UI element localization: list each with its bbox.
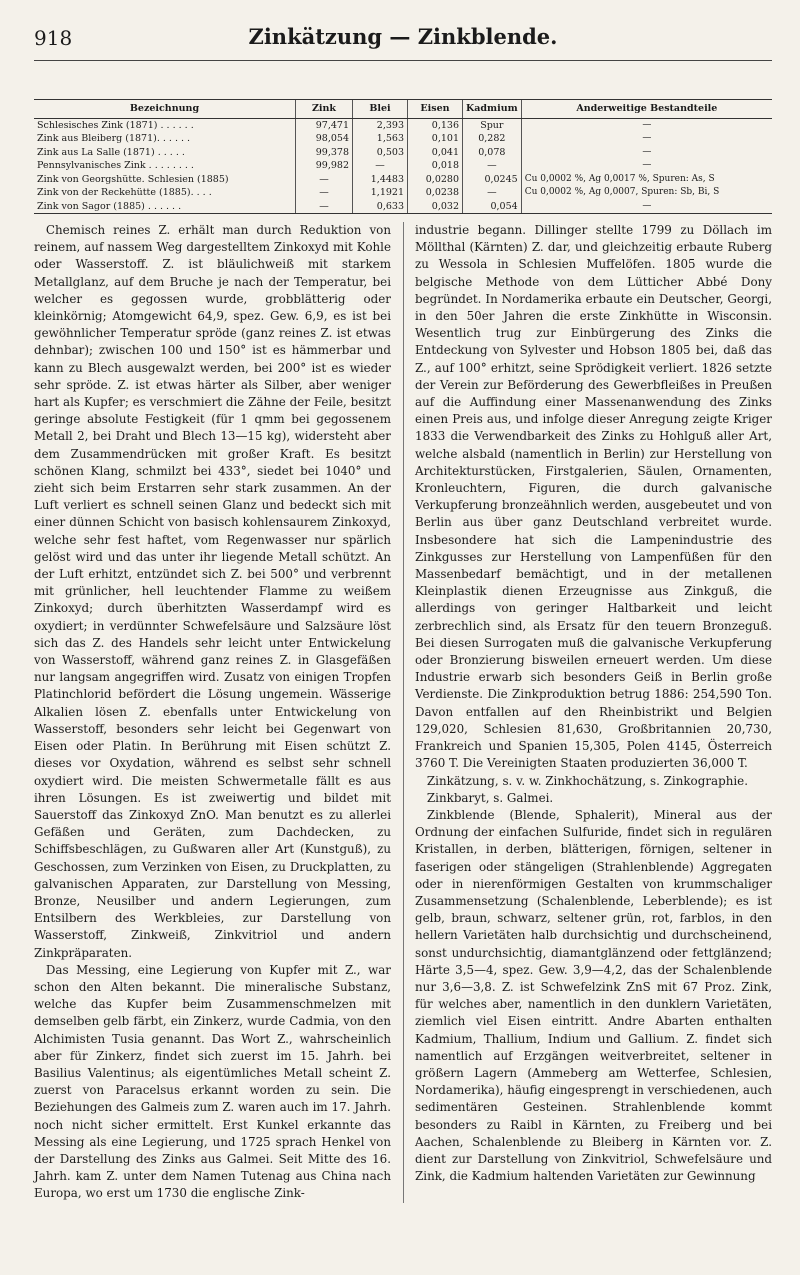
table-cell: 0,503: [353, 146, 408, 160]
table-cell: 1,4483: [353, 173, 408, 187]
column-header: Eisen: [408, 100, 463, 119]
table-cell: —: [521, 132, 772, 146]
table-cell: 0,018: [408, 159, 463, 173]
table-cell: 97,471: [296, 118, 353, 132]
table-cell: 0,633: [353, 200, 408, 214]
table-cell: 98,054: [296, 132, 353, 146]
paragraph: Das Messing, eine Legierung von Kupfer mit Z., war schon den Alten bekannt. Die mineralische Substanz, welche das Kupfer beim Zusammenschmelzen mit demselben gelb färbt, ein Zinkerz, wurde Cadmia, von den Alchimisten Tusia genannt. Das Wort Z., wahrscheinlich aber für Zinkerz, findet sich zuerst im 15. Jahrh. bei Basilius Valentinus; als eigentümliches Metall scheint Z. zuerst von Paracelsus erkannt worden zu sein. Die Beziehungen des Galmeis zum Z. waren auch im 17. Jahrh. noch nicht sicher ermittelt. Erst Kunkel erkannte das Messing als eine Legierung, und 1725 sprach Henkel von der Darstellung des Zinks aus Galmei. Seit Mitte des 16. Jahrh. kam Z. unter dem Namen Tutenag aus China nach Europa, wo erst um 1730 die englische Zink-: [34, 962, 391, 1201]
table-cell: Zink von der Reckehütte (1885). . . .: [37, 187, 212, 198]
table-cell: —: [521, 200, 772, 214]
table-cell: 99,378: [296, 146, 353, 160]
table-cell: 1,563: [353, 132, 408, 146]
table-row: [34, 132, 772, 146]
right-column: [415, 222, 772, 1203]
table-cell: 0,078: [463, 146, 522, 160]
column-divider: [403, 222, 404, 1203]
table-cell: Cu 0,0002 %, Ag 0,0007, Spuren: Sb, Bi, S: [521, 186, 772, 200]
table-cell: 0,101: [408, 132, 463, 146]
table-cell: —: [353, 159, 408, 173]
entry-zinkaetzung: Zinkätzung, s. v. w. Zinkhochätzung, s. Zinkographie.: [426, 773, 748, 788]
table-cell: —: [296, 173, 353, 187]
column-header: Zink: [296, 100, 353, 119]
text-columns: [34, 222, 772, 1203]
table-cell: —: [521, 118, 772, 132]
table-cell: Schlesisches Zink (1871) . . . . . .: [37, 119, 194, 131]
table-cell: 1,1921: [353, 186, 408, 200]
paragraph: industrie begann. Dillinger stellte 1799 zu Döllach im Möllthal (Kärnten) Z. dar, und gleichzeitig erbaute Ruberg zu Wessola in Schlesien Muffelöfen. 1805 wurde die belgische Methode von dem Lütticher Abbé Dony begründet. In Nordamerika erbaute ein Deutscher, Georgi, in den 50er Jahren die erste Zinkhütte in Wisconsin. Wesentlich trug zur Einbürgerung des Zinks die Entdeckung von Sylvester und Hobson 1805 bei, daß das Z., auf 100° erhitzt, seine Sprödigkeit verliert. 1826 setzte der Verein zur Beförderung des Gewerbfleißes in Preußen auf die Auffindung einer Massenanwendung des Zinks einen Preis aus, und infolge dieser Anregung zeigte Kriger 1833 die Verwendbarkeit des Zinks zu Hohlguß aller Art, welche alsbald (namentlich in Berlin) zur Herstellung von Architekturstücken, Firstgalerien, Säulen, Ornamenten, Kronleuchtern, Figuren, die durch galvanische Verkupferung bronzeähnlich werden, ausgebeutet und von Berlin aus über ganz Deutschland verbreitet wurde. Insbesondere hat sich die Lampenindustrie des Zinkgusses zur Herstellung von Lampenfüßen für den Massenbedarf bemächtigt, und in der metallenen Kleinplastik dienen Erzeugnisse aus Zinkguß, die allerdings von geringer Haltbarkeit und leicht zerbrechlich sind, als Ersatz für den teuern Bronzeguß. Bei diesen Surrogaten muß die galvanische Verkupferung oder Bronzierung bisweilen erneuert werden. Um diese Industrie erwarb sich besonders Geiß in Berlin große Verdienste. Die Zinkproduktion betrug 1886: 254,590 Ton. Davon entfallen auf den Rheinbistrikt und Belgien 129,020, Schlesien 81,630, Großbritannien 20,730, Frankreich und Spanien 15,305, Polen 4145, Österreich 3760 T. Die Vereinigten Staaten produzierten 36,000 T.: [415, 223, 772, 771]
table-cell: Pennsylvanisches Zink . . . . . . . .: [37, 160, 194, 171]
table-cell: —: [296, 200, 353, 214]
page-number: 918: [34, 26, 73, 50]
column-header: Blei: [353, 100, 408, 119]
table-cell: 2,393: [353, 118, 408, 132]
paragraph: Chemisch reines Z. erhält man durch Reduktion von reinem, auf nassem Weg dargestelltem Zinkoxyd mit Kohle oder Wasserstoff. Z. ist bläulichweiß mit starkem Metallglanz, auf dem Bruche je nach der Temperatur, bei welcher es gegossen wurde, grobblätterig oder kleinkörnig; Atomgewicht 64,9, spez. Gew. 6,9, es ist bei gewöhnlicher Temperatur spröde (ganz reines Z. ist etwas dehnbar); zwischen 100 und 150° ist es hämmerbar und kann zu Blech ausgewalzt werden, bei 200° ist es wieder sehr spröde. Z. ist etwas härter als Silber, aber weniger hart als Kupfer; es verschmiert die Zähne der Feile, besitzt geringe absolute Festigkeit (für 1 qmm bei gegossenem Metall 2, bei Draht und Blech 13—15 kg), widersteht aber dem Zusammendrücken mit großer Kraft. Es besitzt schönen Klang, schmilzt bei 433°, siedet bei 1040° und zieht sich beim Erstarren sehr stark zusammen. An der Luft verliert es schnell seinen Glanz und bedeckt sich mit einer dünnen Schicht von basisch kohlensaurem Zinkoxyd, welche sehr fest haftet, vom Regenwasser nur spärlich gelöst wird und das unter ihr liegende Metall schützt. An der Luft erhitzt, entzündet sich Z. bei 500° und verbrennt mit grünlicher, hell leuchtender Flamme zu weißem Zinkoxyd; durch überhitzten Wasserdampf wird es oxydiert; in verdünnter Schwefelsäure und Salzsäure löst sich das Z. des Handels sehr leicht unter Entwickelung von Wasserstoff, während ganz reines Z. in Glasgefäßen nur langsam angegriffen wird. Zusatz von einigen Tropfen Platinchlorid befördert die Lösung ungemein. Wässerige Alkalien lösen Z. ebenfalls unter Entwickelung von Wasserstoff, besonders sehr leicht bei Gegenwart von Eisen oder Platin. In Berührung mit Eisen schützt Z. dieses vor Oxydation, während es selbst sehr schnell oxydiert wird. Die meisten Schwermetalle fällt es aus ihren Lösungen. Es ist zweiwertig und bildet mit Sauerstoff das Zinkoxyd ZnO. Man benutzt es zu allerlei Gefäßen und Geräten, zum Dachdecken, zu Schiffsbeschlägen, zu Gußwaren aller Art (Kunstguß), zu Geschossen, zum Verzinken von Eisen, zu Druckplatten, zu galvanischen Apparaten, zur Darstellung von Messing, Bronze, Neusilber und andern Legierungen, zum Entsilbern des Werkbleies, zur Darstellung von Wasserstoff, Zinkweiß, Zinkvitriol und andern Zinkpräparaten.: [34, 223, 391, 960]
table-cell: —: [463, 159, 522, 173]
table-cell: Cu 0,0002 %, Ag 0,0017 %, Spuren: As, S: [521, 173, 772, 187]
table-cell: —: [521, 159, 772, 173]
table-row: [34, 173, 772, 187]
table-header-row: [34, 100, 772, 119]
table-row: [34, 118, 772, 132]
table-cell: Zink von Georgshütte. Schlesien (1885): [37, 173, 229, 185]
table-cell: 0,0245: [463, 173, 522, 187]
column-header: Bezeichnung: [34, 100, 296, 119]
table-cell: 0,032: [408, 200, 463, 214]
table-cell: —: [463, 186, 522, 200]
table-cell: 0,0280: [408, 173, 463, 187]
zinc-composition-table: [34, 99, 772, 214]
column-header: Anderweitige Bestandteile: [521, 100, 772, 119]
table-row: [34, 159, 772, 173]
table-cell: Zink aus Bleiberg (1871). . . . . .: [37, 133, 191, 144]
table-cell: 0,282: [463, 132, 522, 146]
table-cell: 0,0238: [408, 186, 463, 200]
page-title: Zinkätzung — Zinkblende.: [248, 24, 558, 49]
table-row: [34, 146, 772, 160]
left-column: [34, 222, 391, 1203]
table-cell: 0,136: [408, 118, 463, 132]
table-cell: 99,982: [296, 159, 353, 173]
table-cell: —: [296, 186, 353, 200]
table-cell: Spur: [463, 118, 522, 132]
table-cell: Zink aus La Salle (1871) . . . . .: [37, 146, 185, 158]
entry-zinkblende: Zinkblende (Blende, Sphalerit), Mineral aus der Ordnung der einfachen Sulfuride, findet sich in regulären Kristallen, in derben, blätterigen, förnigen, seltener in faserigen oder stängeligen (Strahlenblende) Aggregaten oder in nierenförmigen Gestalten von krummschaliger Zusammensetzung (Schalenblende, Leberblende); es ist gelb, braun, schwarz, seltener grün, rot, farblos, in den hellern Varietäten halb durchsichtig und durchscheinend, sonst undurchsichtig, diamantglänzend oder fettglänzend; Härte 3,5—4, spez. Gew. 3,9—4,2, das der Schalenblende nur 3,6—3,8. Z. ist Schwefelzink ZnS mit 67 Proz. Zink, für welches aber, namentlich in den dunklern Varietäten, ziemlich viel Eisen eintritt. Andre Abarten enthalten Kadmium, Thallium, Indium und Gallium. Z. findet sich namentlich auf Erzgängen weitverbreitet, seltener in größern Lagern (Ammeberg am Wetterfee, Schlesien, Nordamerika), häufig eingesprengt in verschiedenen, auch sedimentären Gesteinen. Strahlenblende kommt besonders zu Raibl in Kärnten, zu Freiberg und bei Aachen, Schalenblende zu Bleiberg in Kärnten vor. Z. dient zur Darstellung von Zinkvitriol, Schwefelsäure und Zink, die Kadmium haltenden Varietäten zur Gewinnung: [415, 807, 772, 1184]
table-row: [34, 186, 772, 200]
table-cell: 0,041: [408, 146, 463, 160]
column-header: Kadmium: [463, 100, 522, 119]
table-cell: —: [521, 146, 772, 160]
table-cell: Zink von Sagor (1885) . . . . . .: [34, 200, 296, 214]
page-header: [34, 20, 772, 61]
entry-zinkbaryt: Zinkbaryt, s. Galmei.: [426, 790, 554, 805]
table-row: [34, 200, 772, 214]
table-cell: 0,054: [463, 200, 522, 214]
